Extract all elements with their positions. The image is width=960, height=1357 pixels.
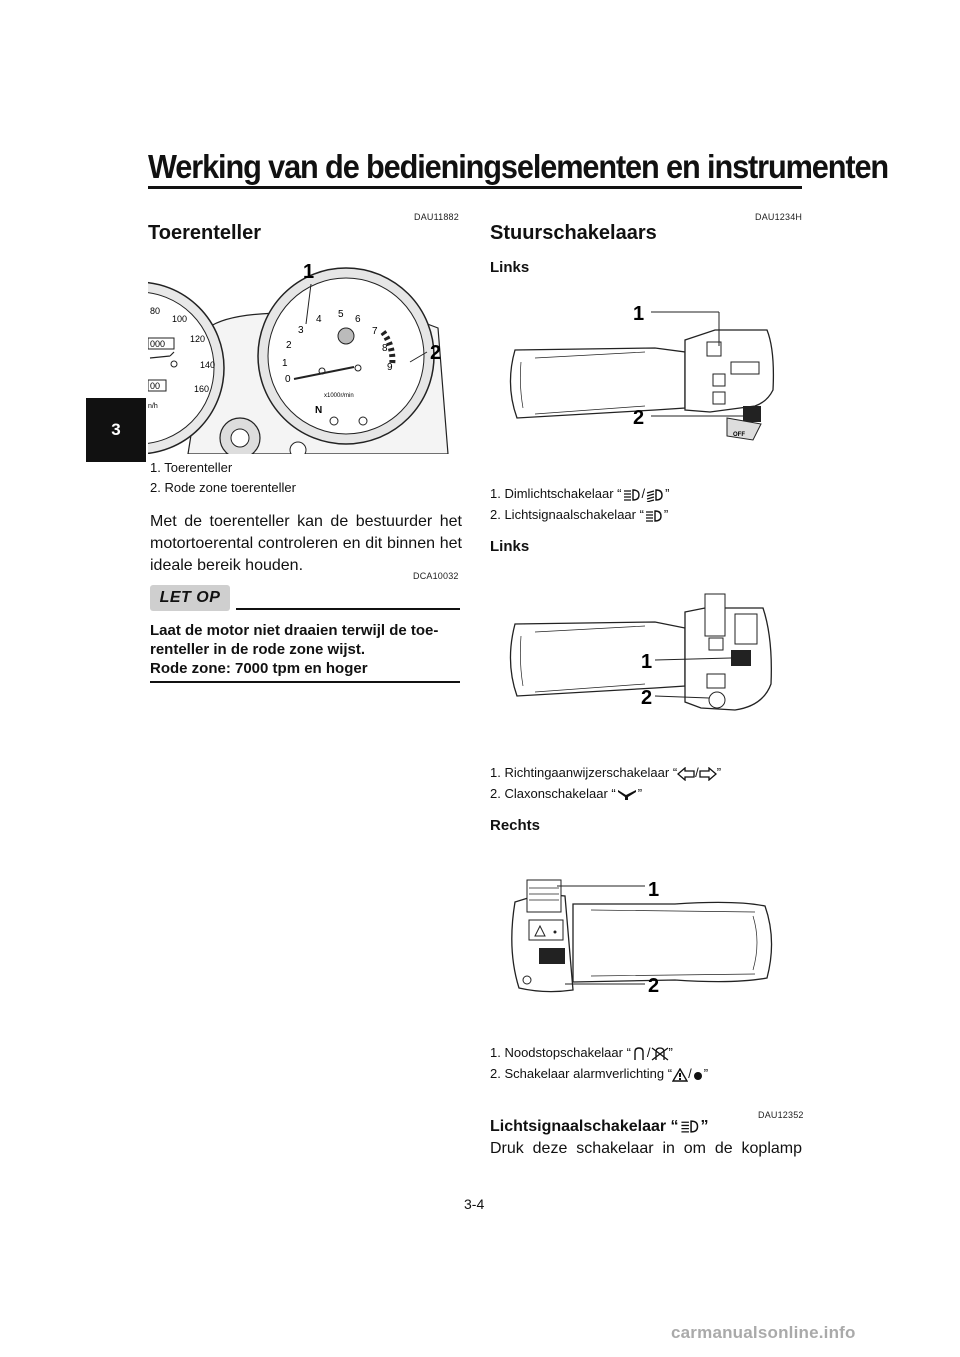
tachometer-figure — [148, 258, 460, 454]
horn-icon — [616, 788, 638, 802]
body-text: Met de toerenteller kan de bestuurder het motortoerental controleren en dit binnen het ideale bereik houden. — [150, 513, 462, 574]
caution-bottom-rule — [150, 681, 460, 683]
odometer: 000 — [150, 339, 166, 349]
speed-unit: n/h — [148, 403, 158, 410]
subheading: Links — [490, 259, 530, 276]
section-heading: Toerenteller — [148, 222, 261, 244]
subheading: Rechts — [490, 817, 541, 834]
left-switch-figure-2 — [505, 588, 805, 728]
title-rule — [148, 186, 802, 189]
right-switch-figure — [505, 870, 805, 1010]
subheading: Lichtsignaalschakelaar “ ” — [490, 1118, 709, 1135]
stop-icon — [651, 1047, 669, 1061]
callout-2: 2 — [430, 342, 442, 364]
caption: 1. Dimlichtschakelaar “ / ” — [490, 486, 670, 501]
speed-tick: 120 — [190, 334, 206, 344]
turn-left-icon — [677, 767, 695, 781]
high-beam-icon — [644, 509, 664, 523]
rpm-unit: x1000r/min — [324, 393, 354, 399]
section-code: DAU11882 — [414, 212, 459, 222]
caution-rule — [236, 608, 460, 610]
tripmeter: 00 — [150, 381, 161, 391]
subheading: Links — [490, 538, 530, 555]
callout-2: 2 — [641, 687, 653, 709]
speed-tick: 100 — [172, 314, 188, 324]
page-title: Werking van de bedieningselementen en instrumenten — [148, 148, 889, 185]
callout-1: 1 — [641, 651, 653, 673]
rpm-tick: 6 — [355, 314, 361, 325]
speed-tick: 140 — [200, 360, 216, 370]
rpm-tick: 4 — [316, 314, 322, 325]
rpm-tick: 2 — [286, 340, 292, 351]
low-beam-icon — [645, 488, 665, 502]
high-beam-icon — [622, 488, 642, 502]
hazard-icon — [672, 1068, 688, 1082]
caption: 2. Claxonschakelaar “ ” — [490, 786, 643, 801]
left-switch-figure-1 — [505, 290, 805, 450]
caption: 2. Schakelaar alarmverlichting “ / ” — [490, 1066, 709, 1081]
speed-tick: 160 — [194, 384, 210, 394]
chapter-tab: 3 — [86, 398, 146, 462]
page-number: 3-4 — [464, 1196, 485, 1212]
caution-text: Laat de motor niet draaien terwijl de toe- renteller in de rode zone wijst. Rode zone: 7000 tpm en hoger — [150, 622, 439, 677]
caution-label: LET OP — [150, 585, 230, 611]
caption: 2. Rode zone toerenteller — [150, 480, 296, 495]
caption: 1. Noodstopschakelaar “ / ” — [490, 1045, 673, 1060]
section-code: DAU1234H — [755, 212, 803, 222]
callout-1: 1 — [303, 261, 315, 283]
caution-code: DCA10032 — [413, 571, 459, 581]
neutral-indicator: N — [315, 405, 323, 416]
caption: 2. Lichtsignaalschakelaar “ ” — [490, 507, 669, 522]
rpm-tick: 9 — [387, 362, 393, 373]
callout-1: 1 — [633, 303, 645, 325]
callout-2: 2 — [633, 407, 645, 429]
section-heading: Stuurschakelaars — [490, 222, 657, 244]
caption: 1. Toerenteller — [150, 460, 233, 475]
run-icon — [631, 1047, 647, 1061]
rpm-tick: 0 — [285, 374, 291, 385]
rpm-tick: 1 — [282, 358, 288, 369]
section-code: DAU12352 — [758, 1110, 804, 1120]
footer-watermark: carmanualsonline.info — [671, 1323, 856, 1342]
rpm-tick: 7 — [372, 326, 378, 337]
callout-2: 2 — [648, 975, 660, 997]
dot-icon — [692, 1068, 704, 1082]
speed-tick: 80 — [150, 306, 161, 316]
rpm-tick: 8 — [382, 343, 388, 354]
turn-right-icon — [699, 767, 717, 781]
off-label: OFF — [733, 432, 745, 438]
body-text: Druk deze schakelaar in om de koplamp — [490, 1140, 802, 1157]
caption: 1. Richtingaanwijzerschakelaar “ / ” — [490, 765, 722, 780]
callout-1: 1 — [648, 879, 660, 901]
rpm-tick: 5 — [338, 309, 344, 320]
high-beam-icon — [679, 1119, 701, 1134]
rpm-tick: 3 — [298, 325, 304, 336]
